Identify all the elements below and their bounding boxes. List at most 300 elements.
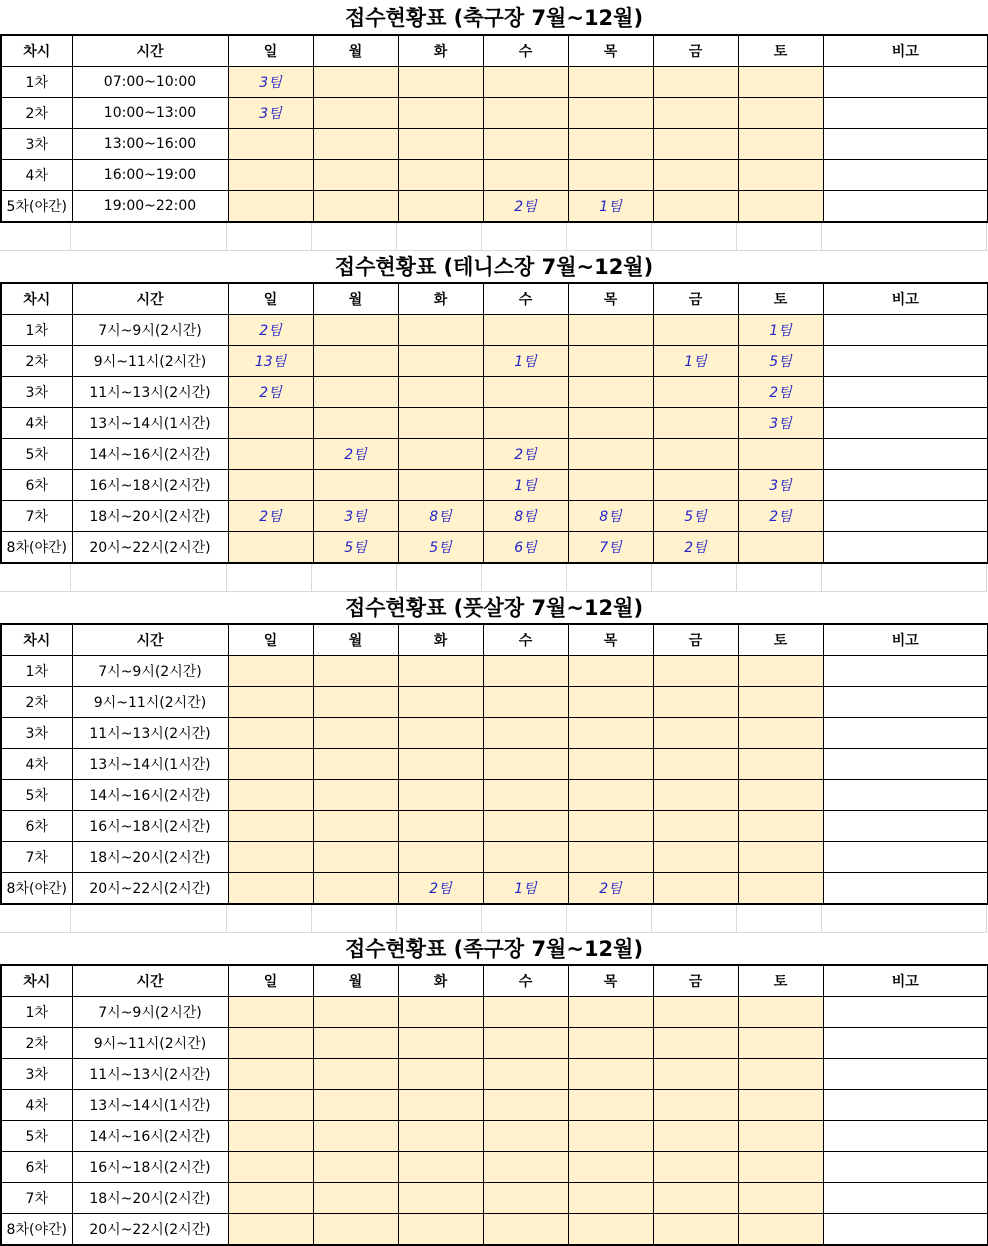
round-cell[interactable]: 8차(야간): [1, 1214, 72, 1246]
day-cell[interactable]: [313, 1028, 398, 1059]
day-cell[interactable]: [568, 780, 653, 811]
day-cell[interactable]: [398, 1121, 483, 1152]
day-cell[interactable]: [483, 377, 568, 408]
day-cell[interactable]: [228, 408, 313, 439]
column-header: 시간: [72, 965, 228, 997]
round-cell[interactable]: 3차: [1, 129, 72, 160]
day-cell[interactable]: [653, 873, 738, 905]
note-cell[interactable]: [823, 1183, 988, 1214]
day-cell[interactable]: [653, 1152, 738, 1183]
round-cell[interactable]: 7차: [1, 842, 72, 873]
day-cell[interactable]: [313, 129, 398, 160]
day-cell[interactable]: [483, 1059, 568, 1090]
round-cell[interactable]: 2차: [1, 687, 72, 718]
round-cell[interactable]: 1차: [1, 315, 72, 346]
day-cell[interactable]: [653, 470, 738, 501]
day-cell[interactable]: [653, 718, 738, 749]
day-cell[interactable]: [483, 811, 568, 842]
day-cell[interactable]: [313, 1152, 398, 1183]
day-cell[interactable]: [738, 439, 823, 470]
time-cell[interactable]: 13:00~16:00: [72, 129, 228, 160]
team-count: 2팀: [769, 509, 792, 525]
column-header: 화: [398, 35, 483, 67]
note-cell[interactable]: [823, 532, 988, 564]
time-cell[interactable]: 16시~18시(2시간): [72, 811, 228, 842]
day-cell[interactable]: [398, 749, 483, 780]
day-cell[interactable]: [483, 687, 568, 718]
day-cell[interactable]: [483, 1028, 568, 1059]
note-cell[interactable]: [823, 377, 988, 408]
day-cell[interactable]: [483, 439, 568, 470]
day-cell[interactable]: [653, 346, 738, 377]
time-cell[interactable]: 14시~16시(2시간): [72, 1121, 228, 1152]
day-cell[interactable]: [228, 98, 313, 129]
time-cell[interactable]: 11시~13시(2시간): [72, 377, 228, 408]
round-cell[interactable]: 2차: [1, 98, 72, 129]
day-cell[interactable]: [653, 191, 738, 223]
note-cell[interactable]: [823, 1028, 988, 1059]
day-cell[interactable]: [483, 408, 568, 439]
day-cell[interactable]: [738, 1214, 823, 1246]
day-cell[interactable]: [653, 1214, 738, 1246]
day-cell[interactable]: [738, 377, 823, 408]
note-cell[interactable]: [823, 191, 988, 223]
day-cell[interactable]: [483, 1214, 568, 1246]
day-cell[interactable]: [483, 997, 568, 1028]
day-cell[interactable]: [568, 98, 653, 129]
day-cell[interactable]: [228, 811, 313, 842]
day-cell[interactable]: [653, 98, 738, 129]
day-cell[interactable]: [653, 1121, 738, 1152]
time-cell[interactable]: 11시~13시(2시간): [72, 1059, 228, 1090]
time-cell[interactable]: 13시~14시(1시간): [72, 749, 228, 780]
day-cell[interactable]: [228, 1121, 313, 1152]
day-cell[interactable]: [228, 1028, 313, 1059]
note-cell[interactable]: [823, 656, 988, 687]
day-cell[interactable]: [568, 129, 653, 160]
time-cell[interactable]: 9시~11시(2시간): [72, 1028, 228, 1059]
day-cell[interactable]: [483, 532, 568, 564]
team-count: 1팀: [514, 354, 537, 370]
day-cell[interactable]: [228, 315, 313, 346]
note-cell[interactable]: [823, 501, 988, 532]
day-cell[interactable]: [738, 997, 823, 1028]
day-cell[interactable]: [228, 129, 313, 160]
day-cell[interactable]: [653, 749, 738, 780]
day-cell[interactable]: [313, 1059, 398, 1090]
day-cell[interactable]: [653, 1028, 738, 1059]
round-cell[interactable]: 3차: [1, 1059, 72, 1090]
day-cell[interactable]: [738, 67, 823, 98]
day-cell[interactable]: [228, 997, 313, 1028]
day-cell[interactable]: [568, 470, 653, 501]
day-cell[interactable]: [483, 315, 568, 346]
day-cell[interactable]: [483, 67, 568, 98]
round-cell[interactable]: 4차: [1, 408, 72, 439]
round-cell[interactable]: 5차: [1, 780, 72, 811]
day-cell[interactable]: [228, 1152, 313, 1183]
day-cell[interactable]: [568, 656, 653, 687]
round-cell[interactable]: 8차(야간): [1, 532, 72, 564]
note-cell[interactable]: [823, 408, 988, 439]
day-cell[interactable]: [228, 470, 313, 501]
day-cell[interactable]: [568, 687, 653, 718]
day-cell[interactable]: [398, 98, 483, 129]
note-cell[interactable]: [823, 687, 988, 718]
day-cell[interactable]: [653, 408, 738, 439]
day-cell[interactable]: [228, 67, 313, 98]
day-cell[interactable]: [483, 842, 568, 873]
day-cell[interactable]: [228, 346, 313, 377]
day-cell[interactable]: [653, 129, 738, 160]
day-cell[interactable]: [653, 67, 738, 98]
day-cell[interactable]: [313, 470, 398, 501]
day-cell[interactable]: [653, 842, 738, 873]
time-cell[interactable]: 7시~9시(2시간): [72, 656, 228, 687]
day-cell[interactable]: [653, 501, 738, 532]
day-cell[interactable]: [398, 718, 483, 749]
day-cell[interactable]: [653, 532, 738, 564]
day-cell[interactable]: [228, 842, 313, 873]
day-cell[interactable]: [653, 439, 738, 470]
time-cell[interactable]: 07:00~10:00: [72, 67, 228, 98]
schedule-table: [0, 623, 988, 905]
day-cell[interactable]: [313, 687, 398, 718]
day-cell[interactable]: [568, 160, 653, 191]
day-cell[interactable]: [738, 1028, 823, 1059]
note-cell[interactable]: [823, 129, 988, 160]
day-cell[interactable]: [568, 1121, 653, 1152]
day-cell[interactable]: [313, 408, 398, 439]
day-cell[interactable]: [483, 780, 568, 811]
time-cell[interactable]: 9시~11시(2시간): [72, 346, 228, 377]
day-cell[interactable]: [653, 377, 738, 408]
time-cell[interactable]: 13시~14시(1시간): [72, 408, 228, 439]
day-cell[interactable]: [653, 160, 738, 191]
round-cell[interactable]: 6차: [1, 811, 72, 842]
day-cell[interactable]: [398, 1183, 483, 1214]
note-cell[interactable]: [823, 811, 988, 842]
day-cell[interactable]: [738, 1121, 823, 1152]
day-cell[interactable]: [313, 98, 398, 129]
time-cell[interactable]: 19:00~22:00: [72, 191, 228, 223]
note-cell[interactable]: [823, 439, 988, 470]
day-cell[interactable]: [653, 1183, 738, 1214]
day-cell[interactable]: [738, 1090, 823, 1121]
day-cell[interactable]: [483, 718, 568, 749]
note-cell[interactable]: [823, 1059, 988, 1090]
time-cell[interactable]: 10:00~13:00: [72, 98, 228, 129]
day-cell[interactable]: [228, 1059, 313, 1090]
day-cell[interactable]: [313, 811, 398, 842]
day-cell[interactable]: [398, 532, 483, 564]
day-cell[interactable]: [738, 315, 823, 346]
note-cell[interactable]: [823, 315, 988, 346]
day-cell[interactable]: [228, 501, 313, 532]
day-cell[interactable]: [398, 160, 483, 191]
time-cell[interactable]: 20시~22시(2시간): [72, 873, 228, 905]
round-cell[interactable]: 3차: [1, 718, 72, 749]
day-cell[interactable]: [568, 1059, 653, 1090]
day-cell[interactable]: [228, 1090, 313, 1121]
day-cell[interactable]: [653, 656, 738, 687]
day-cell[interactable]: [568, 997, 653, 1028]
day-cell[interactable]: [313, 1121, 398, 1152]
day-cell[interactable]: [738, 656, 823, 687]
empty-grid-cell: [227, 220, 312, 251]
day-cell[interactable]: [738, 1059, 823, 1090]
note-cell[interactable]: [823, 346, 988, 377]
day-cell[interactable]: [228, 191, 313, 223]
time-cell[interactable]: 7시~9시(2시간): [72, 997, 228, 1028]
day-cell[interactable]: [313, 346, 398, 377]
day-cell[interactable]: [653, 315, 738, 346]
day-cell[interactable]: [483, 346, 568, 377]
day-cell[interactable]: [398, 501, 483, 532]
day-cell[interactable]: [398, 842, 483, 873]
day-cell[interactable]: [398, 191, 483, 223]
time-cell[interactable]: 20시~22시(2시간): [72, 1214, 228, 1246]
day-cell[interactable]: [568, 408, 653, 439]
team-count: 2팀: [429, 881, 452, 897]
day-cell[interactable]: [313, 191, 398, 223]
day-cell[interactable]: [228, 687, 313, 718]
day-cell[interactable]: [398, 346, 483, 377]
day-cell[interactable]: [568, 346, 653, 377]
round-cell[interactable]: 4차: [1, 160, 72, 191]
day-cell[interactable]: [398, 1090, 483, 1121]
day-cell[interactable]: [398, 67, 483, 98]
day-cell[interactable]: [483, 873, 568, 905]
day-cell[interactable]: [738, 160, 823, 191]
day-cell[interactable]: [738, 346, 823, 377]
day-cell[interactable]: [313, 439, 398, 470]
time-cell[interactable]: 16:00~19:00: [72, 160, 228, 191]
day-cell[interactable]: [228, 439, 313, 470]
day-cell[interactable]: [483, 191, 568, 223]
day-cell[interactable]: [483, 470, 568, 501]
day-cell[interactable]: [483, 749, 568, 780]
note-cell[interactable]: [823, 67, 988, 98]
day-cell[interactable]: [568, 811, 653, 842]
day-cell[interactable]: [738, 98, 823, 129]
day-cell[interactable]: [228, 780, 313, 811]
day-cell[interactable]: [398, 408, 483, 439]
day-cell[interactable]: [738, 687, 823, 718]
day-cell[interactable]: [398, 687, 483, 718]
round-cell[interactable]: 2차: [1, 1028, 72, 1059]
day-cell[interactable]: [398, 811, 483, 842]
day-cell[interactable]: [398, 1152, 483, 1183]
day-cell[interactable]: [398, 315, 483, 346]
note-cell[interactable]: [823, 160, 988, 191]
day-cell[interactable]: [398, 780, 483, 811]
day-cell[interactable]: [568, 842, 653, 873]
day-cell[interactable]: [738, 1183, 823, 1214]
day-cell[interactable]: [568, 873, 653, 905]
day-cell[interactable]: [483, 160, 568, 191]
day-cell[interactable]: [228, 1214, 313, 1246]
day-cell[interactable]: [738, 191, 823, 223]
day-cell[interactable]: [313, 532, 398, 564]
day-cell[interactable]: [738, 408, 823, 439]
day-cell[interactable]: [313, 315, 398, 346]
day-cell[interactable]: [483, 98, 568, 129]
day-cell[interactable]: [398, 656, 483, 687]
day-cell[interactable]: [568, 1028, 653, 1059]
day-cell[interactable]: [738, 718, 823, 749]
time-cell[interactable]: 9시~11시(2시간): [72, 687, 228, 718]
table-row: [1, 1152, 988, 1183]
note-cell[interactable]: [823, 780, 988, 811]
day-cell[interactable]: [653, 1090, 738, 1121]
day-cell[interactable]: [483, 1183, 568, 1214]
day-cell[interactable]: [568, 1090, 653, 1121]
round-cell[interactable]: 6차: [1, 470, 72, 501]
day-cell[interactable]: [483, 129, 568, 160]
day-cell[interactable]: [483, 501, 568, 532]
day-cell[interactable]: [568, 501, 653, 532]
day-cell[interactable]: [738, 749, 823, 780]
day-cell[interactable]: [568, 1183, 653, 1214]
round-cell[interactable]: 4차: [1, 749, 72, 780]
day-cell[interactable]: [738, 1152, 823, 1183]
day-cell[interactable]: [483, 1121, 568, 1152]
day-cell[interactable]: [313, 1090, 398, 1121]
day-cell[interactable]: [313, 749, 398, 780]
day-cell[interactable]: [653, 811, 738, 842]
day-cell[interactable]: [738, 780, 823, 811]
time-cell[interactable]: 18시~20시(2시간): [72, 842, 228, 873]
time-cell[interactable]: 16시~18시(2시간): [72, 470, 228, 501]
day-cell[interactable]: [228, 873, 313, 905]
day-cell[interactable]: [228, 160, 313, 191]
time-cell[interactable]: 18시~20시(2시간): [72, 1183, 228, 1214]
day-cell[interactable]: [398, 873, 483, 905]
round-cell[interactable]: 2차: [1, 346, 72, 377]
day-cell[interactable]: [313, 1183, 398, 1214]
round-cell[interactable]: 1차: [1, 67, 72, 98]
round-cell[interactable]: 4차: [1, 1090, 72, 1121]
day-cell[interactable]: [313, 656, 398, 687]
round-cell[interactable]: 3차: [1, 377, 72, 408]
day-cell[interactable]: [313, 377, 398, 408]
day-cell[interactable]: [313, 780, 398, 811]
day-cell[interactable]: [228, 749, 313, 780]
day-cell[interactable]: [483, 1090, 568, 1121]
day-cell[interactable]: [398, 470, 483, 501]
day-cell[interactable]: [228, 377, 313, 408]
day-cell[interactable]: [738, 129, 823, 160]
day-cell[interactable]: [738, 842, 823, 873]
note-cell[interactable]: [823, 873, 988, 905]
time-cell[interactable]: 13시~14시(1시간): [72, 1090, 228, 1121]
day-cell[interactable]: [738, 811, 823, 842]
day-cell[interactable]: [653, 997, 738, 1028]
day-cell[interactable]: [568, 1214, 653, 1246]
day-cell[interactable]: [228, 1183, 313, 1214]
time-cell[interactable]: 20시~22시(2시간): [72, 532, 228, 564]
round-cell[interactable]: 8차(야간): [1, 873, 72, 905]
time-cell[interactable]: 18시~20시(2시간): [72, 501, 228, 532]
day-cell[interactable]: [738, 532, 823, 564]
day-cell[interactable]: [738, 873, 823, 905]
day-cell[interactable]: [568, 315, 653, 346]
day-cell[interactable]: [568, 67, 653, 98]
day-cell[interactable]: [653, 780, 738, 811]
day-cell[interactable]: [398, 1214, 483, 1246]
round-cell[interactable]: 1차: [1, 997, 72, 1028]
day-cell[interactable]: [483, 656, 568, 687]
day-cell[interactable]: [313, 160, 398, 191]
day-cell[interactable]: [228, 532, 313, 564]
day-cell[interactable]: [313, 1214, 398, 1246]
time-cell[interactable]: 14시~16시(2시간): [72, 439, 228, 470]
day-cell[interactable]: [313, 67, 398, 98]
note-cell[interactable]: [823, 1090, 988, 1121]
day-cell[interactable]: [738, 501, 823, 532]
note-cell[interactable]: [823, 1121, 988, 1152]
day-cell[interactable]: [313, 997, 398, 1028]
day-cell[interactable]: [228, 718, 313, 749]
round-cell[interactable]: 5차(야간): [1, 191, 72, 223]
day-cell[interactable]: [313, 873, 398, 905]
day-cell[interactable]: [568, 718, 653, 749]
day-cell[interactable]: [568, 439, 653, 470]
day-cell[interactable]: [313, 501, 398, 532]
day-cell[interactable]: [398, 1059, 483, 1090]
day-cell[interactable]: [483, 1152, 568, 1183]
day-cell[interactable]: [568, 1152, 653, 1183]
day-cell[interactable]: [398, 1028, 483, 1059]
time-cell[interactable]: 7시~9시(2시간): [72, 315, 228, 346]
round-cell[interactable]: 5차: [1, 1121, 72, 1152]
day-cell[interactable]: [568, 377, 653, 408]
day-cell[interactable]: [313, 842, 398, 873]
day-cell[interactable]: [228, 656, 313, 687]
note-cell[interactable]: [823, 1214, 988, 1246]
time-cell[interactable]: 14시~16시(2시간): [72, 780, 228, 811]
note-cell[interactable]: [823, 98, 988, 129]
day-cell[interactable]: [398, 377, 483, 408]
empty-grid-cell: [0, 562, 71, 592]
day-cell[interactable]: [738, 470, 823, 501]
note-cell[interactable]: [823, 718, 988, 749]
day-cell[interactable]: [568, 749, 653, 780]
round-cell[interactable]: 7차: [1, 501, 72, 532]
day-cell[interactable]: [568, 532, 653, 564]
note-cell[interactable]: [823, 842, 988, 873]
day-cell[interactable]: [398, 129, 483, 160]
day-cell[interactable]: [398, 439, 483, 470]
note-cell[interactable]: [823, 470, 988, 501]
note-cell[interactable]: [823, 997, 988, 1028]
round-cell[interactable]: 5차: [1, 439, 72, 470]
note-cell[interactable]: [823, 1152, 988, 1183]
time-cell[interactable]: 16시~18시(2시간): [72, 1152, 228, 1183]
day-cell[interactable]: [313, 718, 398, 749]
round-cell[interactable]: 1차: [1, 656, 72, 687]
time-cell[interactable]: 11시~13시(2시간): [72, 718, 228, 749]
day-cell[interactable]: [653, 687, 738, 718]
column-header: 일: [228, 624, 313, 656]
day-cell[interactable]: [653, 1059, 738, 1090]
round-cell[interactable]: 6차: [1, 1152, 72, 1183]
round-cell[interactable]: 7차: [1, 1183, 72, 1214]
day-cell[interactable]: [398, 997, 483, 1028]
note-cell[interactable]: [823, 749, 988, 780]
day-cell[interactable]: [568, 191, 653, 223]
